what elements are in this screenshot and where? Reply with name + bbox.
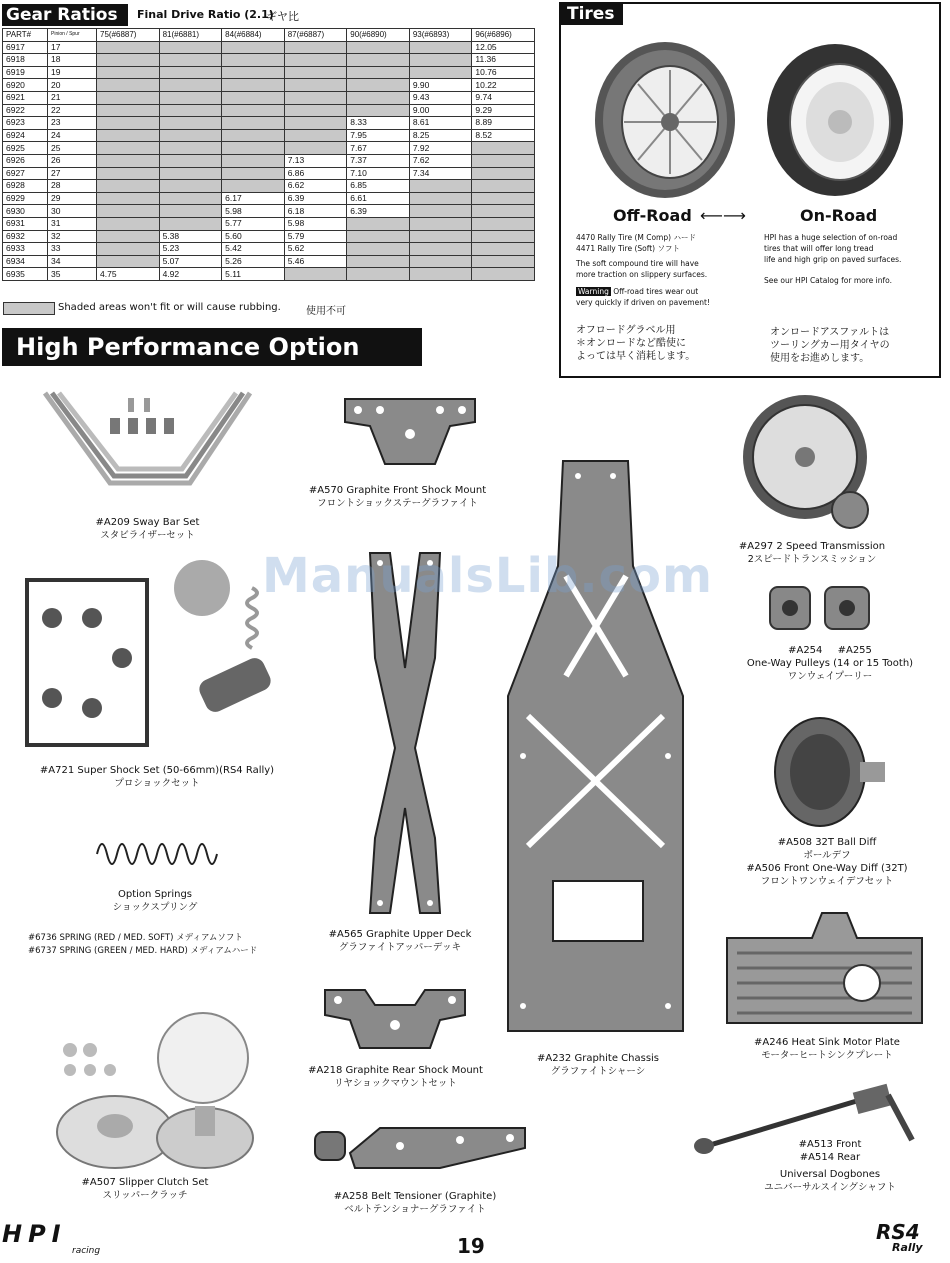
pinion-cell: 30 — [48, 205, 97, 218]
ratio-cell: 5.98 — [222, 205, 285, 218]
part-number-cell: 6923 — [3, 117, 48, 130]
page-number: 19 — [457, 1234, 485, 1258]
ratio-cell — [97, 205, 160, 218]
ratio-cell: 8.33 — [347, 117, 410, 130]
shade-legend-text: Shaded areas won't fit or will cause rubbing. — [58, 302, 281, 313]
chassis-caption-ja: グラファイトシャーシ — [550, 1066, 646, 1077]
ratio-cell — [472, 154, 535, 167]
ball-diff-caption-ja: ボールデフ — [803, 850, 851, 861]
ratio-cell: 8.25 — [409, 129, 472, 142]
ratio-cell: 8.89 — [472, 117, 535, 130]
ratio-cell — [472, 217, 535, 230]
ratio-cell — [159, 41, 222, 54]
ratio-cell — [97, 142, 160, 155]
ratio-cell — [472, 268, 535, 281]
pinion-cell: 18 — [48, 54, 97, 67]
pulley-caption: One-Way Pulleys (14 or 15 Tooth) — [746, 658, 914, 669]
ratio-cell — [409, 243, 472, 256]
onroad-line: HPI has a huge selection of on-road — [764, 233, 898, 242]
ratio-cell — [159, 142, 222, 155]
pulley-caption-ja: ワンウェイプーリー — [787, 671, 873, 682]
gear-table-row — [3, 54, 535, 67]
pinion-cell: 34 — [48, 255, 97, 268]
ratio-cell — [347, 217, 410, 230]
ratio-cell: 7.95 — [347, 129, 410, 142]
ratio-cell — [97, 217, 160, 230]
ratio-cell — [472, 142, 535, 155]
upper-deck-caption: #A565 Graphite Upper Deck — [328, 929, 472, 940]
belt-tensioner-image — [310, 1118, 532, 1178]
ratio-cell — [409, 217, 472, 230]
gear-ratio-ja-label: ギヤ比 — [266, 10, 299, 23]
rs4-logo-text: RS4 — [876, 1220, 920, 1244]
ratio-cell — [409, 66, 472, 79]
onroad-line: life and high grip on paved surfaces. — [764, 255, 902, 264]
pinion-cell: 31 — [48, 217, 97, 230]
gear-table-row — [3, 117, 535, 130]
ratio-cell — [222, 117, 285, 130]
shade-legend-swatch — [3, 302, 55, 315]
gear-table-row — [3, 142, 535, 155]
ratio-cell — [97, 230, 160, 243]
option-parts-title: High Performance Option Parts — [2, 328, 422, 366]
ratio-cell — [97, 167, 160, 180]
ratio-cell — [222, 167, 285, 180]
part-number-cell: 6918 — [3, 54, 48, 67]
onroad-label: On-Road — [800, 206, 878, 225]
one-way-pulleys-image — [765, 582, 885, 637]
ratio-cell: 5.79 — [284, 230, 347, 243]
gear-ratio-table — [2, 28, 535, 281]
gear-table-row — [3, 180, 535, 193]
hpi-logo-text: HPI — [2, 1220, 67, 1248]
ratio-cell — [284, 104, 347, 117]
part-number-cell: 6925 — [3, 142, 48, 155]
gear-table-row — [3, 243, 535, 256]
ratio-cell: 5.46 — [284, 255, 347, 268]
option-springs-image — [92, 832, 222, 876]
ratio-cell: 6.85 — [347, 180, 410, 193]
onroad-line: tires that will offer long tread — [764, 244, 874, 253]
ratio-cell: 9.29 — [472, 104, 535, 117]
onroad-ja-line: ツーリングカー用タイヤの — [770, 340, 890, 351]
ratio-cell: 4.75 — [97, 268, 160, 281]
ratio-cell: 4.92 — [159, 268, 222, 281]
ratio-cell — [159, 180, 222, 193]
transmission-caption: #A297 2 Speed Transmission — [738, 541, 886, 552]
hpi-logo — [2, 1222, 137, 1256]
ratio-cell — [222, 54, 285, 67]
offroad-ja-line: よっては早く消耗します。 — [576, 351, 696, 362]
ratio-cell — [159, 217, 222, 230]
part-number-cell: 6920 — [3, 79, 48, 92]
pinion-cell: 20 — [48, 79, 97, 92]
ratio-cell — [409, 230, 472, 243]
ratio-cell — [159, 205, 222, 218]
transmission-image — [730, 392, 890, 532]
ratio-cell — [97, 255, 160, 268]
ratio-cell: 6.61 — [347, 192, 410, 205]
warning-badge: Warning — [578, 287, 609, 296]
ratio-cell — [222, 104, 285, 117]
ratio-cell — [284, 66, 347, 79]
gear-table-row — [3, 91, 535, 104]
spring-6736: #6736 SPRING (RED / MED. SOFT) メディアムソフト — [28, 933, 243, 943]
ratio-cell: 9.74 — [472, 91, 535, 104]
offroad-line: The soft compound tire will have — [576, 259, 699, 268]
ratio-cell — [472, 192, 535, 205]
gear-table-row — [3, 129, 535, 142]
transmission-caption-ja: 2スピードトランスミッション — [747, 554, 877, 565]
ratio-cell — [409, 205, 472, 218]
ratio-cell — [347, 104, 410, 117]
dogbone-front-caption: #A513 Front — [798, 1139, 862, 1150]
header-col: 84(#6884) — [222, 29, 285, 42]
ratio-cell: 7.62 — [409, 154, 472, 167]
rear-shock-mount-caption-ja: リヤショックマウントセット — [334, 1078, 457, 1089]
header-col: 90(#6890) — [347, 29, 410, 42]
ratio-cell — [97, 91, 160, 104]
one-way-diff-caption-ja: フロントワンウェイデフセット — [760, 876, 894, 887]
ratio-cell — [222, 180, 285, 193]
ratio-cell: 6.62 — [284, 180, 347, 193]
header-col: 96(#6896) — [472, 29, 535, 42]
ratio-cell: 5.38 — [159, 230, 222, 243]
ratio-cell: 6.18 — [284, 205, 347, 218]
dogbones-caption: Universal Dogbones — [779, 1169, 881, 1180]
ratio-cell — [159, 104, 222, 117]
part-number-cell: 6919 — [3, 66, 48, 79]
ratio-cell: 5.11 — [222, 268, 285, 281]
ratio-cell — [222, 79, 285, 92]
pinion-cell: 23 — [48, 117, 97, 130]
warning-text: Off-road tires wear out — [613, 287, 699, 296]
gear-table-row — [3, 66, 535, 79]
part-number-cell: 6929 — [3, 192, 48, 205]
ratio-cell: 10.76 — [472, 66, 535, 79]
ratio-cell: 7.67 — [347, 142, 410, 155]
offroad-tire-image — [590, 40, 740, 200]
header-part: PART# — [3, 29, 48, 42]
ratio-cell — [222, 66, 285, 79]
gear-table-row — [3, 154, 535, 167]
gear-table-row — [3, 205, 535, 218]
pinion-cell: 35 — [48, 268, 97, 281]
ratio-cell: 5.07 — [159, 255, 222, 268]
ratio-cell — [347, 230, 410, 243]
ratio-cell — [472, 167, 535, 180]
belt-tensioner-caption-ja: ベルトテンショナーグラファイト — [344, 1204, 486, 1215]
ratio-cell — [159, 154, 222, 167]
watermark: ManualsLib.com — [262, 548, 713, 604]
ratio-cell: 7.92 — [409, 142, 472, 155]
pinion-cell: 24 — [48, 129, 97, 142]
offroad-line: 4470 Rally Tire (M Comp) ハード — [576, 233, 696, 242]
sway-bar-caption: #A209 Sway Bar Set — [95, 517, 200, 528]
ratio-cell — [284, 79, 347, 92]
ratio-cell — [97, 54, 160, 67]
offroad-label: Off-Road — [613, 206, 692, 225]
pinion-cell: 28 — [48, 180, 97, 193]
ratio-cell — [409, 255, 472, 268]
sway-bar-image — [40, 388, 255, 506]
ratio-cell — [472, 180, 535, 193]
gear-table-row — [3, 104, 535, 117]
ratio-cell — [159, 167, 222, 180]
onroad-catalog: See our HPI Catalog for more info. — [764, 276, 892, 285]
pinion-cell: 25 — [48, 142, 97, 155]
pinion-cell: 33 — [48, 243, 97, 256]
part-number-cell: 6932 — [3, 230, 48, 243]
upper-deck-caption-ja: グラファイトアッパーデッキ — [338, 942, 462, 953]
ratio-cell — [159, 79, 222, 92]
ratio-cell — [159, 91, 222, 104]
offroad-description — [576, 232, 756, 308]
pinion-cell: 21 — [48, 91, 97, 104]
part-number-cell: 6930 — [3, 205, 48, 218]
pulley-number-b: #A255 — [837, 645, 872, 656]
ratio-cell — [97, 154, 160, 167]
onroad-ja-line: 使用をお進めします。 — [770, 353, 870, 364]
springs-caption: Option Springs — [117, 889, 193, 900]
ratio-cell — [159, 66, 222, 79]
ratio-cell: 5.77 — [222, 217, 285, 230]
pinion-cell: 29 — [48, 192, 97, 205]
ratio-cell: 8.52 — [472, 129, 535, 142]
part-number-cell: 6928 — [3, 180, 48, 193]
ratio-cell — [159, 192, 222, 205]
gear-table-header-row — [3, 29, 535, 42]
onroad-description — [764, 232, 934, 286]
ratio-cell: 7.10 — [347, 167, 410, 180]
ratio-cell — [347, 54, 410, 67]
ratio-cell — [409, 41, 472, 54]
ratio-cell: 6.86 — [284, 167, 347, 180]
onroad-ja-line: オンロードアスファルトは — [770, 327, 890, 338]
slipper-clutch-caption: #A507 Slipper Clutch Set — [81, 1177, 209, 1188]
header-corner: Pinion / Spur — [48, 29, 97, 42]
ratio-cell — [472, 243, 535, 256]
part-number-cell: 6933 — [3, 243, 48, 256]
dogbone-rear-caption: #A514 Rear — [799, 1152, 861, 1163]
ratio-cell — [159, 129, 222, 142]
ratio-cell — [409, 192, 472, 205]
rs4-logo-sub: Rally — [892, 1241, 923, 1254]
ratio-cell: 7.37 — [347, 154, 410, 167]
gear-table-row — [3, 79, 535, 92]
rs4-rally-logo — [876, 1222, 946, 1258]
ratio-cell: 9.43 — [409, 91, 472, 104]
shock-set-caption: #A721 Super Shock Set (50-66mm)(RS4 Rally) — [39, 765, 275, 776]
ratio-cell — [472, 255, 535, 268]
ratio-cell: 9.90 — [409, 79, 472, 92]
heat-sink-motor-plate-image — [722, 908, 927, 1033]
ratio-cell: 12.05 — [472, 41, 535, 54]
ratio-cell: 6.39 — [284, 192, 347, 205]
ratio-cell — [222, 154, 285, 167]
ratio-cell — [284, 54, 347, 67]
slipper-clutch-caption-ja: スリッパークラッチ — [102, 1190, 188, 1201]
tire-arrow-icon: ⟵⟶ — [700, 206, 746, 225]
ratio-cell — [97, 180, 160, 193]
ratio-cell: 5.23 — [159, 243, 222, 256]
part-number-cell: 6934 — [3, 255, 48, 268]
pinion-cell: 22 — [48, 104, 97, 117]
ratio-cell — [347, 66, 410, 79]
part-number-cell: 6921 — [3, 91, 48, 104]
shock-set-caption-ja: プロショックセット — [114, 778, 200, 789]
offroad-line: 4471 Rally Tire (Soft) ソフト — [576, 244, 680, 253]
part-number-cell: 6924 — [3, 129, 48, 142]
heat-sink-caption: #A246 Heat Sink Motor Plate — [754, 1037, 900, 1048]
ratio-cell: 5.62 — [284, 243, 347, 256]
sway-bar-caption-ja: スタビライザーセット — [100, 530, 195, 541]
ratio-cell: 5.26 — [222, 255, 285, 268]
ratio-cell — [409, 54, 472, 67]
ratio-cell — [472, 230, 535, 243]
ratio-cell: 7.13 — [284, 154, 347, 167]
gear-table-row — [3, 268, 535, 281]
ratio-cell — [97, 243, 160, 256]
graphite-chassis-image — [498, 456, 693, 1041]
ratio-cell — [472, 205, 535, 218]
header-col: 87(#6887) — [284, 29, 347, 42]
ratio-cell — [347, 91, 410, 104]
ratio-cell — [347, 41, 410, 54]
ratio-cell: 6.17 — [222, 192, 285, 205]
ratio-cell — [284, 91, 347, 104]
pulley-number-a: #A254 — [788, 645, 823, 656]
gear-table-row — [3, 167, 535, 180]
ratio-cell: 5.60 — [222, 230, 285, 243]
offroad-ja-line: オフロードグラベル用 — [576, 325, 676, 336]
offroad-ja-line: ＊オンロードなど酷使に — [576, 338, 686, 349]
shade-legend-ja: 使用不可 — [306, 306, 346, 317]
ratio-cell — [97, 66, 160, 79]
ratio-cell: 11.36 — [472, 54, 535, 67]
ratio-cell — [284, 142, 347, 155]
header-col: 93(#6893) — [409, 29, 472, 42]
ratio-cell — [284, 41, 347, 54]
onroad-tire-image — [760, 40, 910, 200]
rear-shock-mount-image — [320, 980, 470, 1055]
part-number-cell: 6926 — [3, 154, 48, 167]
one-way-diff-caption: #A506 Front One-Way Diff (32T) — [746, 863, 908, 874]
ratio-cell — [159, 54, 222, 67]
ratio-cell — [347, 255, 410, 268]
ratio-cell — [159, 117, 222, 130]
ratio-cell — [347, 243, 410, 256]
part-number-cell: 6935 — [3, 268, 48, 281]
ratio-cell — [97, 117, 160, 130]
front-shock-mount-image — [340, 394, 480, 474]
pinion-cell: 19 — [48, 66, 97, 79]
pinion-cell: 17 — [48, 41, 97, 54]
ratio-cell: 5.98 — [284, 217, 347, 230]
upper-deck-image — [345, 548, 465, 923]
ratio-cell: 7.34 — [409, 167, 472, 180]
offroad-line: more traction on slippery surfaces. — [576, 270, 708, 279]
warning-text-2: very quickly if driven on pavement! — [576, 298, 710, 307]
offroad-ja — [576, 324, 695, 363]
ball-diff-image — [765, 712, 890, 832]
pinion-cell: 32 — [48, 230, 97, 243]
ratio-cell — [284, 117, 347, 130]
header-col: 75(#6887) — [97, 29, 160, 42]
slipper-clutch-image — [45, 1010, 255, 1175]
ratio-cell — [97, 79, 160, 92]
ratio-cell — [409, 180, 472, 193]
part-number-cell: 6931 — [3, 217, 48, 230]
chassis-caption: #A232 Graphite Chassis — [536, 1053, 660, 1064]
gear-table-row — [3, 41, 535, 54]
onroad-ja — [770, 326, 890, 365]
ratio-cell: 10.22 — [472, 79, 535, 92]
gear-table-row — [3, 230, 535, 243]
hpi-logo-sub: racing — [72, 1246, 101, 1256]
ratio-cell: 9.00 — [409, 104, 472, 117]
ratio-cell — [222, 129, 285, 142]
gear-ratios-title: Gear Ratios — [2, 4, 128, 26]
ratio-cell — [222, 91, 285, 104]
gear-table-row — [3, 255, 535, 268]
ball-diff-caption: #A508 32T Ball Diff — [777, 837, 877, 848]
final-drive-ratio-label: Final Drive Ratio (2.1) — [137, 8, 274, 21]
ratio-cell — [222, 142, 285, 155]
ratio-cell — [347, 79, 410, 92]
ratio-cell — [97, 104, 160, 117]
pinion-cell: 26 — [48, 154, 97, 167]
ratio-cell — [347, 268, 410, 281]
spring-6737: #6737 SPRING (GREEN / MED. HARD) メディアムハード — [28, 946, 258, 956]
dogbones-caption-ja: ユニバーサルスイングシャフト — [764, 1182, 896, 1193]
springs-caption-ja: ショックスプリング — [112, 902, 198, 913]
ratio-cell — [284, 129, 347, 142]
ratio-cell — [97, 41, 160, 54]
part-number-cell: 6922 — [3, 104, 48, 117]
ratio-cell — [222, 41, 285, 54]
belt-tensioner-caption: #A258 Belt Tensioner (Graphite) — [333, 1191, 497, 1202]
front-shock-mount-caption-ja: フロントショックステーグラファイト — [317, 498, 478, 509]
header-col: 81(#6881) — [159, 29, 222, 42]
ratio-cell — [409, 268, 472, 281]
rear-shock-mount-caption: #A218 Graphite Rear Shock Mount — [308, 1065, 483, 1076]
gear-table-row — [3, 217, 535, 230]
part-number-cell: 6917 — [3, 41, 48, 54]
ratio-cell: 5.42 — [222, 243, 285, 256]
ratio-cell — [97, 129, 160, 142]
ratio-cell — [97, 192, 160, 205]
front-shock-mount-caption: #A570 Graphite Front Shock Mount — [308, 485, 487, 496]
ratio-cell — [284, 268, 347, 281]
part-number-cell: 6927 — [3, 167, 48, 180]
ratio-cell: 8.61 — [409, 117, 472, 130]
gear-table-row — [3, 192, 535, 205]
tires-title: Tires — [561, 3, 623, 25]
heat-sink-caption-ja: モーターヒートシンクプレート — [761, 1050, 893, 1061]
pinion-cell: 27 — [48, 167, 97, 180]
ratio-cell: 6.39 — [347, 205, 410, 218]
